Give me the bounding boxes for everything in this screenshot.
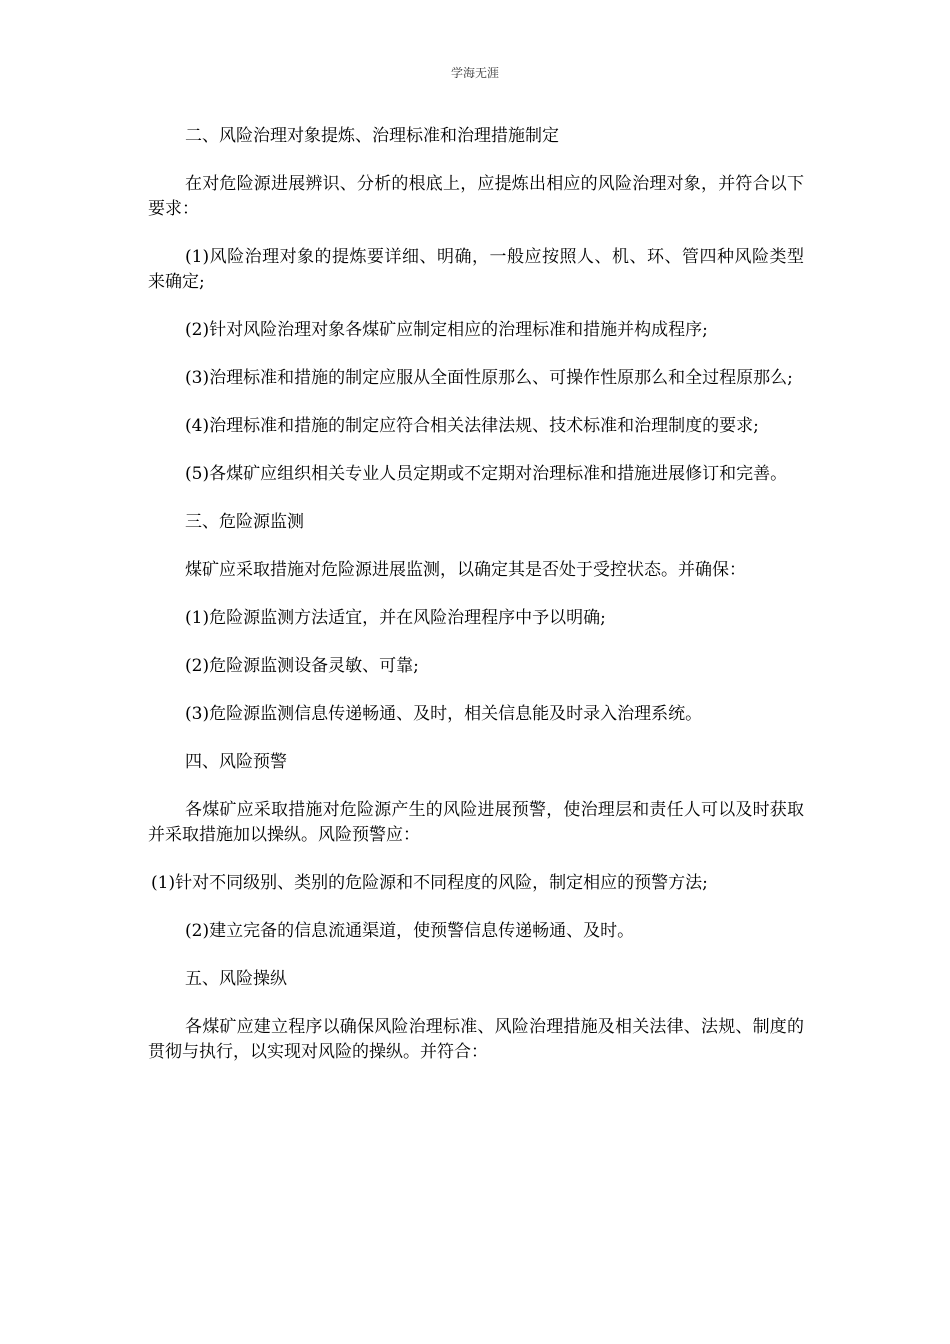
list-item: (1)风险治理对象的提炼要详细、明确，一般应按照人、机、环、管四种风险类型来确定; [148,247,804,292]
paragraph: 在对危险源进展辨识、分析的根底上，应提炼出相应的风险治理对象，并符合以下要求： [148,174,804,219]
section-heading-2: 二、风险治理对象提炼、治理标准和治理措施制定 [185,126,559,146]
list-item: (1)危险源监测方法适宜，并在风险治理程序中予以明确; [185,608,606,628]
list-item: (2)危险源监测设备灵敏、可靠; [185,656,419,676]
list-item: (3)危险源监测信息传递畅通、及时，相关信息能及时录入治理系统。 [185,704,703,724]
list-item: (5)各煤矿应组织相关专业人员定期或不定期对治理标准和措施进展修订和完善。 [185,464,788,484]
section-heading-5: 五、风险操纵 [185,969,287,989]
section-heading-4: 四、风险预警 [185,752,287,772]
section-heading-3: 三、危险源监测 [185,512,304,532]
paragraph: 各煤矿应建立程序以确保风险治理标准、风险治理措施及相关法律、法规、制度的贯彻与执行，以实现对风险的操纵。并符合： [148,1017,804,1062]
list-item: (1)针对不同级别、类别的危险源和不同程度的风险，制定相应的预警方法; [151,873,708,893]
page-header: 学海无涯 [450,66,499,80]
list-item: (4)治理标准和措施的制定应符合相关法律法规、技术标准和治理制度的要求; [185,416,759,436]
list-item: (2)建立完备的信息流通渠道，使预警信息传递畅通、及时。 [185,921,635,941]
list-item: (2)针对风险治理对象各煤矿应制定相应的治理标准和措施并构成程序; [185,320,708,340]
list-item: (3)治理标准和措施的制定应服从全面性原那么、可操作性原那么和全过程原那么; [185,368,793,388]
document-body [148,124,804,1088]
paragraph: 各煤矿应采取措施对危险源产生的风险进展预警，使治理层和责任人可以及时获取并采取措施加以操纵。风险预警应： [148,800,804,845]
paragraph: 煤矿应采取措施对危险源进展监测，以确定其是否处于受控状态。并确保： [185,560,746,580]
